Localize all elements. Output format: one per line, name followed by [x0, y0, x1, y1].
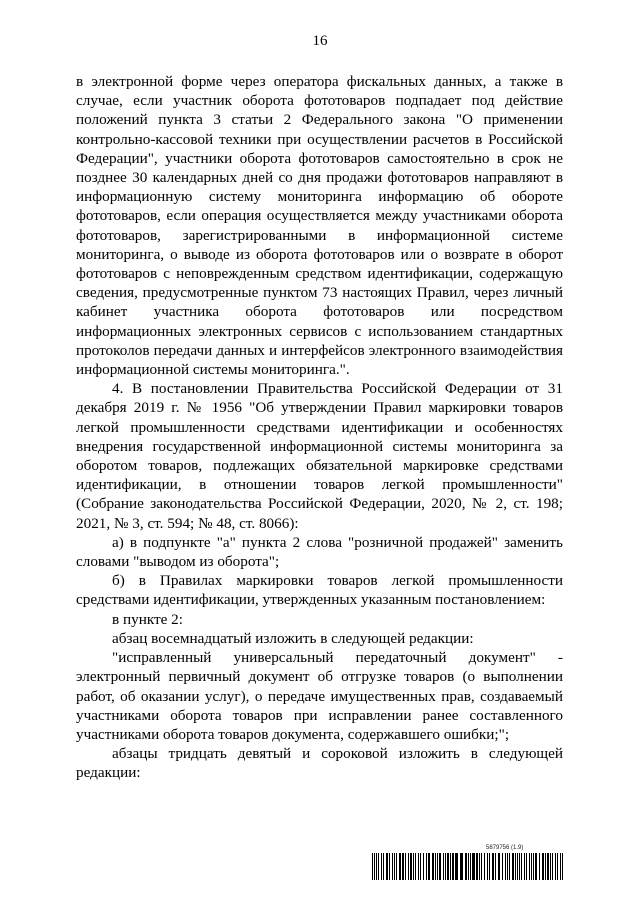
barcode-icon — [372, 853, 566, 880]
document-id: 5879756 (1.9) — [486, 845, 524, 851]
page-number: 16 — [312, 33, 328, 49]
paragraph-5: в пункте 2: — [112, 610, 183, 628]
paragraph-8: абзацы тридцать девятый и сороковой изложить в следующей редакции: — [76, 745, 563, 782]
paragraph-6: абзац восемнадцатый изложить в следующей редакции: — [112, 629, 474, 647]
paragraph-2: 4. В постановлении Правительства Российской Федерации от 31 декабря 2019 г. № 1956 "Об утверждении Правил маркировки товаров легкой промышленности средствами идентификации и особенностях внедрения государственной информационной системы мониторинга за оборотом товаров, подлежащих обязательной маркировке средствами идентификации, в отношении товаров легкой промышленности" (Собрание законодательства Российской Федерации, 2020, № 2, ст. 198; 2021, № 3, ст. 594; № 48, ст. 8066): — [76, 380, 563, 532]
paragraph-7: "исправленный универсальный передаточный документ" - электронный первичный документ об отгрузке товаров (о выполнении работ, об оказании услуг), о передаче имущественных прав, создаваемый участниками оборота товаров при исправлении ранее составленного участниками оборота товаров документа, содержавшего ошибки;"; — [76, 649, 563, 743]
paragraph-4: б) в Правилах маркировки товаров легкой промышленности средствами идентификации, утвержденных указанным постановлением: — [76, 572, 563, 609]
document-body — [76, 72, 563, 783]
paragraph-1: в электронной форме через оператора фискальных данных, а также в случае, если участник оборота фототоваров подпадает под действие положений пункта 3 статьи 2 Федерального закона "О применении контрольно-кассовой техники при осуществлении расчетов в Российской Федерации", участники оборота фототоваров самостоятельно в срок не позднее 30 календарных дней со дня продажи фототоваров направляют в информационную систему мониторинга информацию об обороте фототоваров, если операция осуществляется между участниками оборота фототоваров, зарегистрированными в информационной системе мониторинга, о выводе из оборота фототоваров или о возврате в оборот фототоваров с неповрежденным средством идентификации, содержащую сведения, предусмотренные пунктом 73 настоящих Правил, через личный кабинет участника оборота фототоваров или посредством информационных электронных сервисов с использованием стандартных протоколов передачи данных и интерфейсов электронного взаимодействия информационной системы мониторинга.". — [76, 73, 563, 379]
paragraph-3: а) в подпункте "а" пункта 2 слова "розничной продажей" заменить словами "выводом из оборота"; — [76, 533, 563, 571]
